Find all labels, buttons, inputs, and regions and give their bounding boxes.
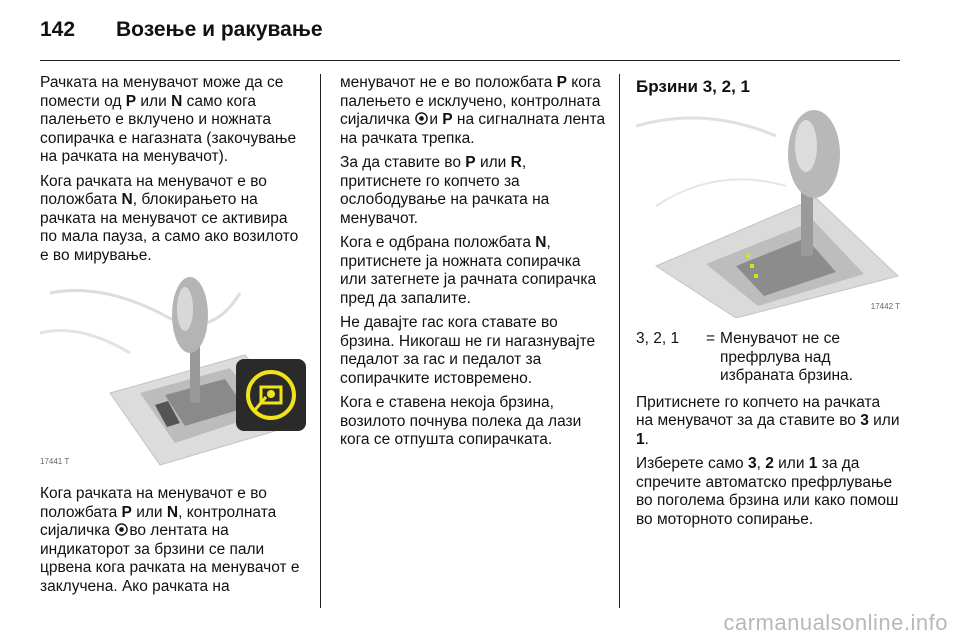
definition-description: Менувачот не се префрлува над избраната брзина.: [720, 330, 853, 384]
paragraph: Кога е ставена некоја брзина, возилото почнува полека да лази кога се отпушта сопирачката.: [340, 394, 582, 448]
gear-selector-illustration: [636, 106, 900, 318]
column-1: [40, 74, 308, 602]
figure-number: 17441 T: [40, 456, 70, 466]
paragraph: Кога рачката на менувачот е во положбата P или N, контролната сијаличка во лентата на индикаторот за брзини се пали црвена кога рачката на менувачот е заклучена. Ако рачката на: [40, 485, 300, 595]
column-divider-2: [619, 74, 620, 608]
paragraph: Рачката на менувачот може да се помести од P или N само кога палењето е вклучено и ножната сопирачка е нагазната (закочување на рачката на менувачот).: [40, 74, 297, 165]
column-3: [636, 74, 900, 535]
header-rule: [40, 60, 900, 61]
paragraph: За да ставите во P или R, притиснете го копчето за ослободување на рачката на менувачот.: [340, 154, 550, 227]
definition-list: [636, 330, 900, 386]
brake-warning-icon: [415, 112, 428, 125]
paragraph: Изберете само 3, 2 или 1 за да спречите автоматско префрлување во поголема брзина или како помош во моторното сопирање.: [636, 455, 899, 528]
paragraph: Кога рачката на менувачот е во положбата N, блокирањето на рачката на менувачот се активира по мала пауза, а само ако возилото е во мирување.: [40, 172, 299, 264]
watermark: carmanualsonline.info: [723, 610, 948, 635]
section-title: Брзини 3, 2, 1: [636, 77, 750, 96]
paragraph: Кога е одбрана положбата N, притиснете ја ножната сопирачка или затегнете ја рачната сопирачка пред да запалите.: [340, 234, 597, 307]
definition-separator: =: [706, 330, 716, 347]
gear-selector-figure: [636, 106, 900, 318]
column-divider-1: [320, 74, 321, 608]
page-header: [40, 18, 323, 48]
paragraph: Не давајте гас кога ставате во брзина. Никогаш не ги нагазнувајте педалот за гас и педалот за сопирачките истовремено.: [340, 314, 596, 387]
paragraph: менувачот не е во положбата P кога палењето е исклучено, контролната сијаличка и P на сигналната лента на рачката трепка.: [340, 74, 606, 147]
brake-warning-icon: [115, 523, 128, 536]
column-2: [340, 74, 606, 456]
definition-term: 3, 2, 1: [636, 330, 680, 347]
page-number: 142: [40, 18, 76, 41]
figure-number: 17442 T: [870, 301, 900, 311]
paragraph: Притиснете го копчето на рачката на менувачот за да ставите во 3 или 1.: [636, 393, 900, 448]
gear-selector-illustration: [40, 273, 308, 473]
page-title: Возење и ракување: [116, 18, 323, 41]
gear-selector-figure: [40, 273, 308, 473]
